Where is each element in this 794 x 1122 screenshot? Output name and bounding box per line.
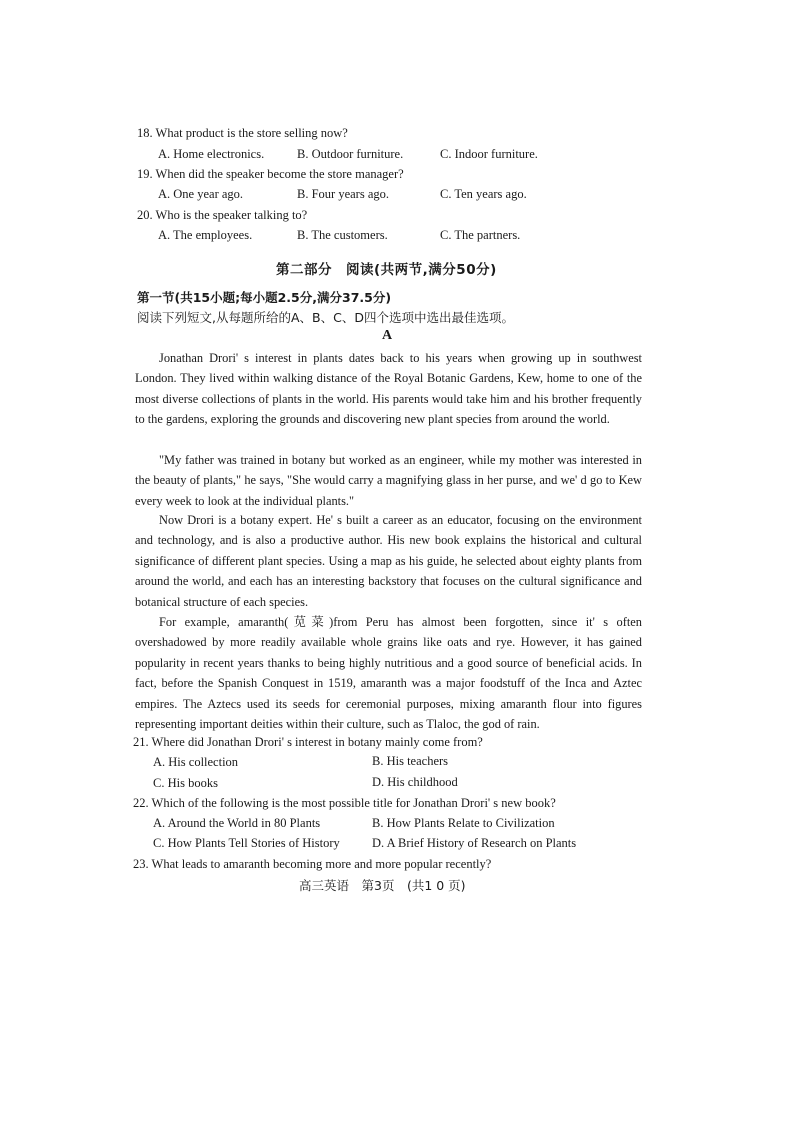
question-20-option-a: A. The employees. bbox=[158, 228, 253, 242]
passage-paragraph-3 bbox=[135, 510, 642, 612]
passage-paragraph-4 bbox=[135, 612, 642, 734]
question-20-stem: 20. Who is the speaker talking to? bbox=[137, 208, 308, 222]
question-18-option-c: C. Indoor furniture. bbox=[440, 147, 538, 161]
question-19-stem: 19. When did the speaker become the store manager? bbox=[137, 167, 404, 181]
question-21-option-d: D. His childhood bbox=[372, 775, 458, 789]
part-two-title: 第二部分 阅读(共两节,满分50分) bbox=[276, 262, 497, 278]
question-20-option-b: B. The customers. bbox=[297, 228, 388, 242]
question-22-option-a: A. Around the World in 80 Plants bbox=[153, 816, 321, 830]
question-21-option-a: A. His collection bbox=[153, 755, 239, 769]
question-18-option-b: B. Outdoor furniture. bbox=[297, 147, 404, 161]
question-19-option-c: C. Ten years ago. bbox=[440, 187, 527, 201]
question-21-stem: 21. Where did Jonathan Drori' s interest in botany mainly come from? bbox=[133, 735, 483, 749]
question-19-option-a: A. One year ago. bbox=[158, 187, 244, 201]
passage-paragraph-1-text: Jonathan Drori' s interest in plants dates back to his years when growing up in southwest London. They lived within walking distance of the Royal Botanic Gardens, Kew, home to one of the most diverse collections of plants in the world. His parents would take him and his brother frequently to the gardens, exploring the grounds and discovering new plant species from around the world. bbox=[135, 351, 642, 427]
question-22-option-d: D. A Brief History of Research on Plants bbox=[372, 836, 577, 850]
page-footer: 高三英语 第3页 (共1 0 页) bbox=[299, 878, 466, 893]
passage-paragraph-4-text: For example, amaranth(苋菜)from Peru has almost been forgotten, since it' s often overshadowed by more readily available whole grains like oats and rye. However, it has gained popularity in recent years thanks to being highly nutritious and a good source of beneficial acids. In fact, before the Spanish Conquest in 1519, amaranth was a major foodstuff of the Inca and Aztec empires. The Aztecs used its seeds for ceremonial purposes, mixing amaranth flour into figures representing important deities within their culture, such as Tlaloc, the god of rain. bbox=[135, 615, 642, 732]
question-22-stem: 22. Which of the following is the most possible title for Jonathan Drori' s new book? bbox=[133, 796, 556, 810]
passage-paragraph-2-text: "My father was trained in botany but worked as an engineer, while my mother was interested in the beauty of plants," he says, "She would carry a magnifying glass in her purse, and we' d go to Kew every week to look at the individual plants." bbox=[135, 453, 642, 508]
question-22-option-b: B. How Plants Relate to Civilization bbox=[372, 816, 555, 830]
question-19-option-b: B. Four years ago. bbox=[297, 187, 389, 201]
question-20-option-c: C. The partners. bbox=[440, 228, 521, 242]
passage-paragraph-3-text: Now Drori is a botany expert. He' s built a career as an educator, focusing on the environment and technology, and is also a productive author. His new book explains the historical and cultural significance of different plant species. Using a map as his guide, he selected about eighty plants from around the world, and each has an interesting backstory that focuses on the cultural significance and botanical structure of each species. bbox=[135, 513, 642, 609]
passage-letter: A bbox=[382, 328, 393, 343]
question-21-option-b: B. His teachers bbox=[372, 754, 449, 768]
question-18-option-a: A. Home electronics. bbox=[158, 147, 265, 161]
question-18-stem: 18. What product is the store selling now? bbox=[137, 126, 348, 140]
reading-instruction: 阅读下列短文,从每题所给的A、B、C、D四个选项中选出最佳选项。 bbox=[137, 310, 514, 325]
question-21-option-c: C. His books bbox=[153, 776, 218, 790]
section-one-title: 第一节(共15小题;每小题2.5分,满分37.5分) bbox=[137, 290, 392, 305]
question-22-option-c: C. How Plants Tell Stories of History bbox=[153, 836, 340, 850]
question-23-stem: 23. What leads to amaranth becoming more and more popular recently? bbox=[133, 857, 492, 871]
passage-paragraph-2 bbox=[135, 450, 642, 511]
passage-paragraph-1 bbox=[135, 348, 642, 430]
